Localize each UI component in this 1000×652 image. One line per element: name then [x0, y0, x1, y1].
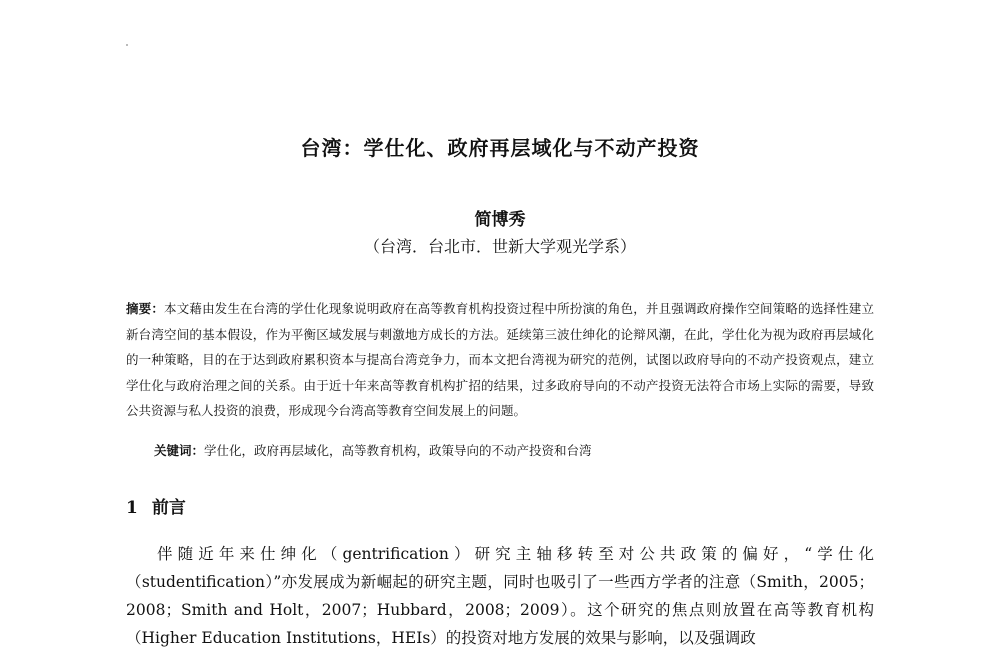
paper-title: 台湾：学仕化、政府再层域化与不动产投资 [300, 136, 700, 160]
abstract-label: 摘要： [126, 301, 165, 316]
keywords-text: 学仕化，政府再层域化，高等教育机构，政策导向的不动产投资和台湾 [204, 443, 592, 458]
section-number: 1 [126, 498, 138, 518]
keywords [154, 440, 874, 462]
section-title: 前言 [151, 498, 186, 518]
abstract [126, 296, 874, 424]
keywords-label: 关键词： [154, 443, 205, 458]
scan-speck [126, 44, 128, 46]
section-heading [126, 493, 186, 518]
author-affiliation: （台湾．台北市．世新大学观光学系） [363, 237, 636, 256]
author-name: 简博秀 [474, 210, 526, 230]
body-paragraph: 伴随近年来仕绅化（gentrification）研究主轴移转至对公共政策的偏好，“学仕化（studentification）”亦发展成为新崛起的研究主题，同时也吸引了一些西方学者的注意（Smith，2005；2008；Smith and Holt，2007；Hubbard，2008；2009）。这个研究的焦点则放置在高等教育机构（Higher Education Institutions，HEIs）的投资对地方发展的效果与影响，以及强调政 [126, 545, 874, 647]
abstract-text: 本文藉由发生在台湾的学仕化现象说明政府在高等教育机构投资过程中所扮演的角色，并且强调政府操作空间策略的选择性建立新台湾空间的基本假设，作为平衡区域发展与刺激地方成长的方法。延续第三波仕绅化的论辩风潮，在此，学仕化为视为政府再层域化的一种策略，目的在于达到政府累积资本与提高台湾竞争力，而本文把台湾视为研究的范例，试图以政府导向的不动产投资观点，建立学仕化与政府治理之间的关系。由于近十年来高等教育机构扩招的结果，过多政府导向的不动产投资无法符合市场上实际的需要，导致公共资源与私人投资的浪费，形成现今台湾高等教育空间发展上的问题。 [126, 301, 874, 418]
